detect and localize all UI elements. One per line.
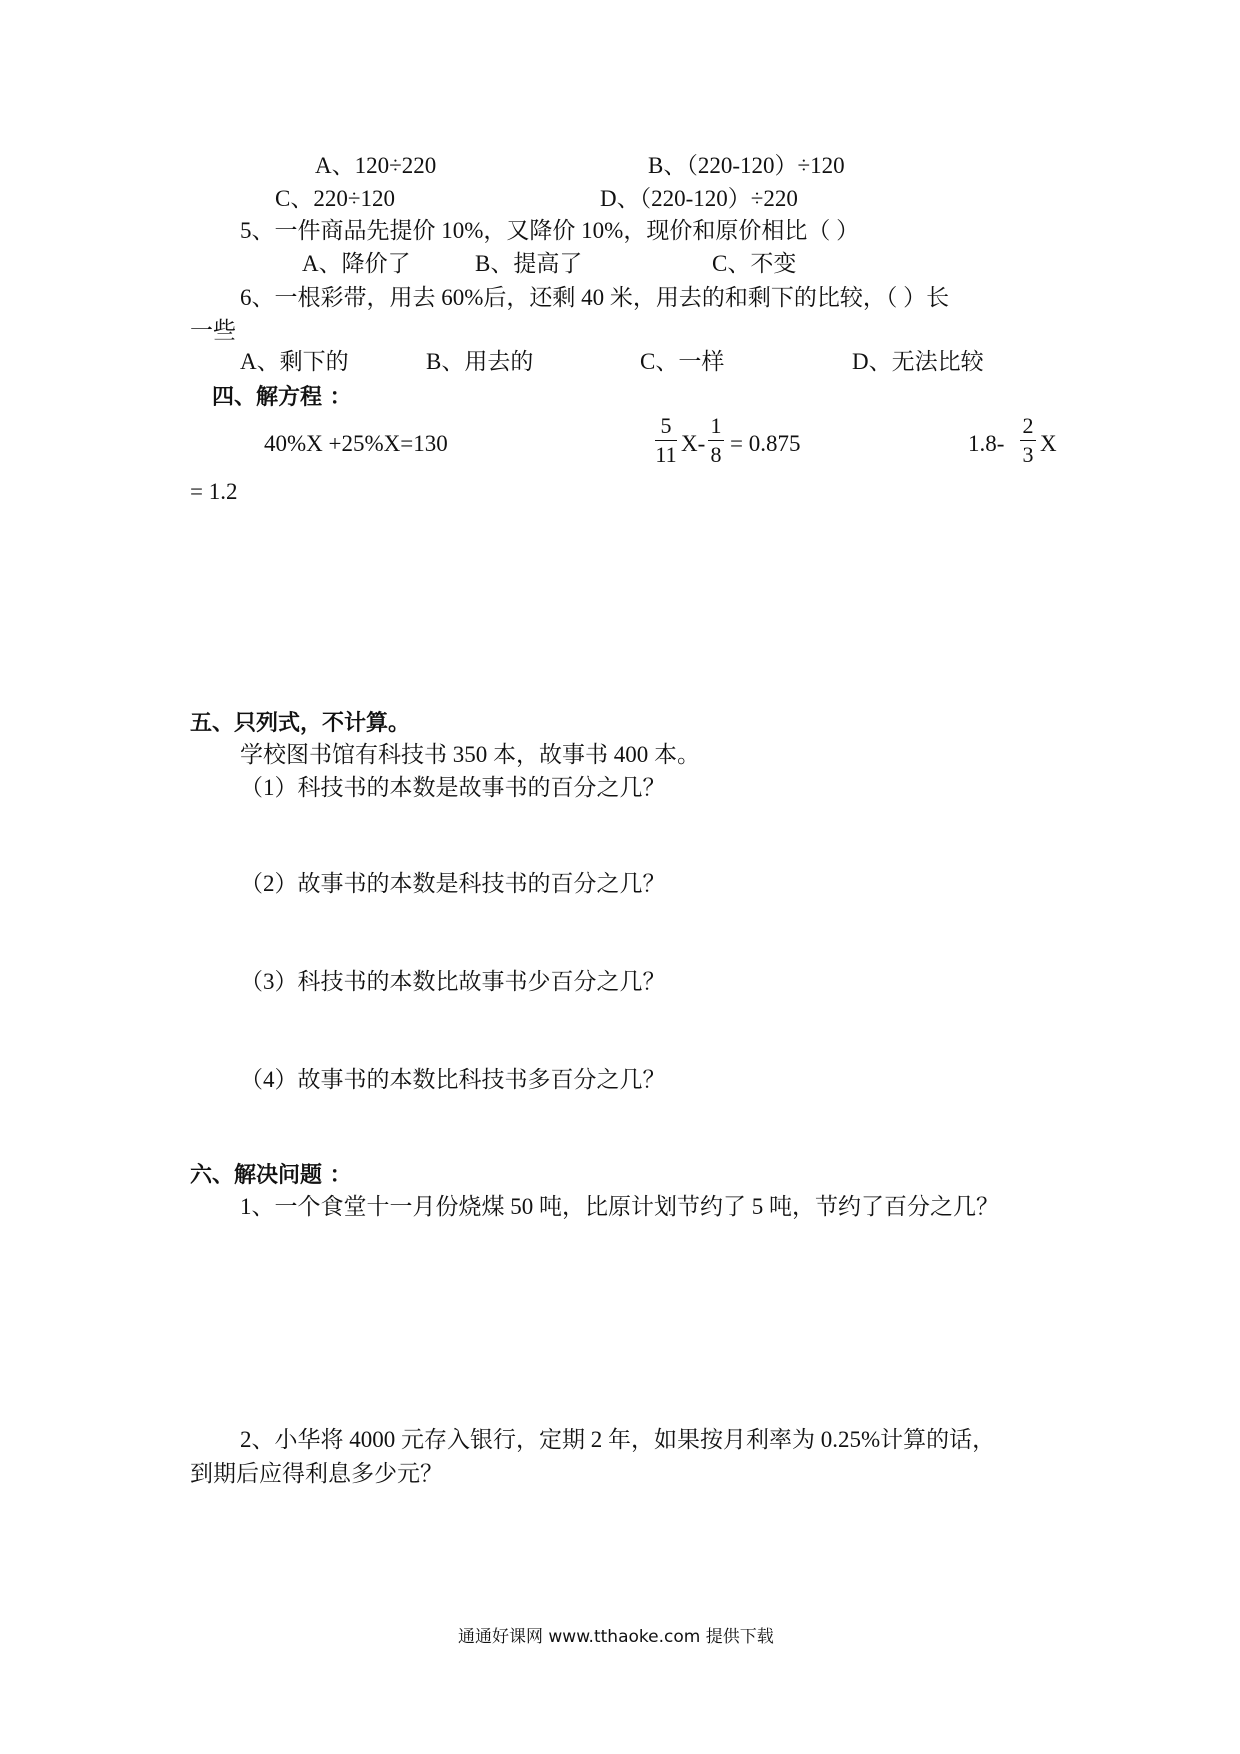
q6-stem-wrap: 一些	[190, 318, 236, 343]
q4-option-d: D、（220-120）÷220	[600, 186, 798, 211]
q5-option-b: B、提高了	[475, 251, 583, 276]
eq3-lead: 1.8-	[968, 431, 1005, 456]
page-footer: 通通好课网 www.tthaoke.com 提供下载	[458, 1627, 774, 1647]
section-5-intro: 学校图书馆有科技书 350 本，故事书 400 本。	[240, 742, 700, 767]
q4-option-b: B、（220-120）÷120	[648, 153, 845, 178]
q5-stem: 5、一件商品先提价 10%，又降价 10%，现价和原价相比（ ）	[240, 218, 860, 243]
section-6-question-2-wrap: 到期后应得利息多少元？	[190, 1461, 443, 1486]
eq2-middle: X-	[681, 431, 706, 456]
eq2-tail: = 0.875	[730, 431, 801, 456]
section-6-question-2: 2、小华将 4000 元存入银行，定期 2 年，如果按月利率为 0.25%计算的话，	[240, 1427, 996, 1452]
section-5-question-2: （2）故事书的本数是科技书的百分之几？	[240, 871, 666, 896]
q5-option-c: C、不变	[712, 251, 797, 276]
q6-option-d: D、无法比较	[852, 349, 984, 374]
eq3-wrap: = 1.2	[190, 479, 238, 504]
q6-option-a: A、剩下的	[240, 349, 349, 374]
q6-option-c: C、一样	[640, 349, 725, 374]
q6-option-b: B、用去的	[426, 349, 534, 374]
section-5-title: 五、只列式，不计算。	[190, 711, 411, 736]
q4-option-a: A、120÷220	[315, 153, 437, 178]
section-6-question-1: 1、一个食堂十一月份烧煤 50 吨，比原计划节约了 5 吨，节约了百分之几？	[240, 1194, 999, 1219]
q5-option-a: A、降价了	[302, 251, 411, 276]
section-5-question-4: （4）故事书的本数比科技书多百分之几？	[240, 1067, 666, 1092]
q4-option-c: C、220÷120	[275, 186, 395, 211]
q6-stem: 6、一根彩带，用去 60%后，还剩 40 米，用去的和剩下的比较，（ ）长	[240, 285, 950, 310]
section-5-question-3: （3）科技书的本数比故事书少百分之几？	[240, 969, 666, 994]
section-6-title: 六、解决问题 ：	[190, 1163, 352, 1188]
eq2-fraction-2: 1 8	[708, 413, 724, 468]
eq3-tail: X	[1040, 431, 1057, 456]
eq3-fraction: 2 3	[1020, 413, 1036, 468]
section-4-title: 四、解方程 ：	[212, 385, 352, 410]
equation-1: 40%X +25%X=130	[264, 431, 448, 456]
section-5-question-1: （1）科技书的本数是故事书的百分之几？	[240, 775, 666, 800]
eq2-fraction-1: 5 11	[655, 413, 677, 467]
